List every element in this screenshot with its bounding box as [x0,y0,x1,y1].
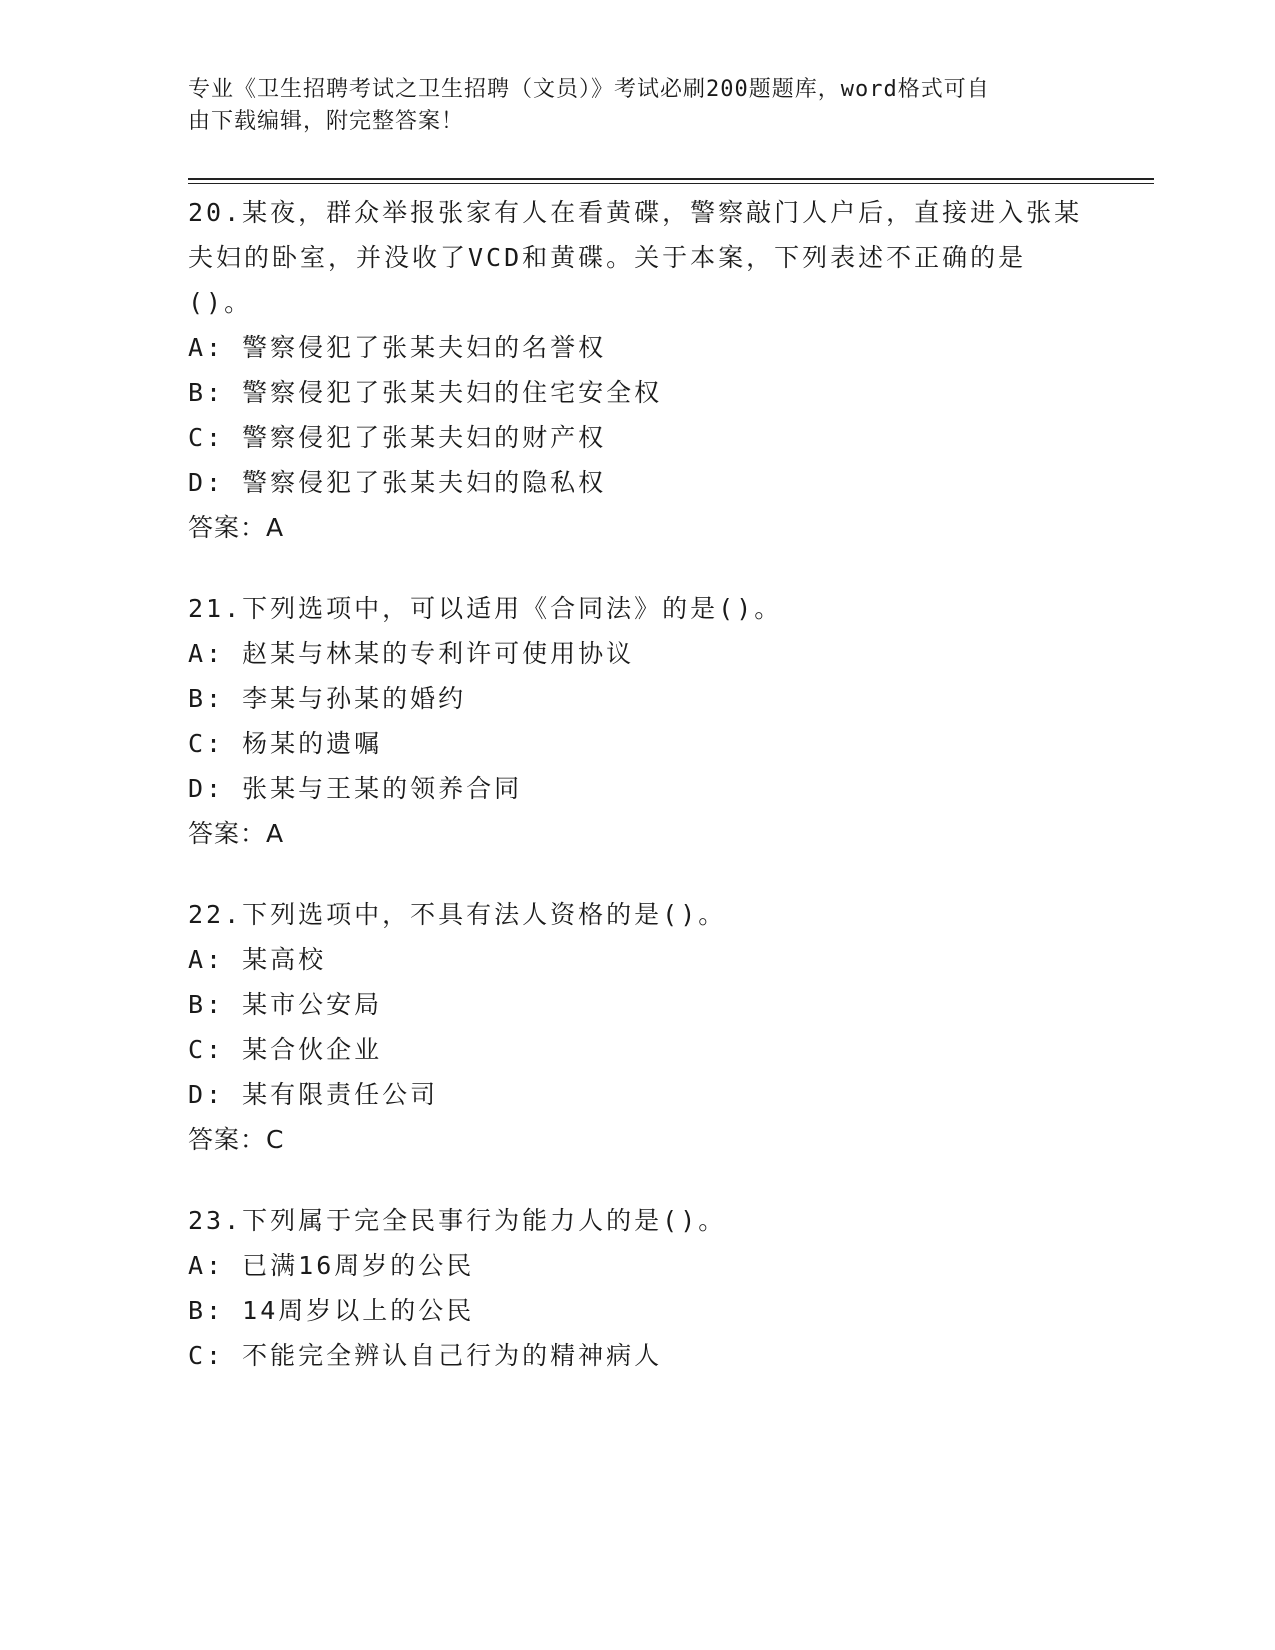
header-line-2: 由下载编辑，附完整答案！ [188,109,465,134]
option-a: A: 已满16周岁的公民 [188,1251,475,1280]
question-22 [188,892,1088,1162]
option-c: C: 某合伙企业 [188,1035,383,1064]
option-d: D: 某有限责任公司 [188,1080,439,1109]
answer-label: 答案：A [188,513,285,542]
question-21 [188,586,1088,856]
option-c: C: 警察侵犯了张某夫妇的财产权 [188,423,607,452]
question-23 [188,1198,1088,1378]
header-divider-thick [188,178,1154,180]
question-stem: 20.某夜，群众举报张家有人在看黄碟，警察敲门人户后，直接进入张某夫妇的卧室，并没收了VCD和黄碟。关于本案，下列表述不正确的是()。 [188,198,1083,317]
question-list [188,190,1088,1414]
header-divider-thin [188,183,1154,184]
option-d: D: 张某与王某的领养合同 [188,774,523,803]
option-a: A: 某高校 [188,945,327,974]
question-stem: 22.下列选项中，不具有法人资格的是()。 [188,900,727,929]
option-a: A: 赵某与林某的专利许可使用协议 [188,639,635,668]
question-stem: 21.下列选项中，可以适用《合同法》的是()。 [188,594,783,623]
option-b: B: 警察侵犯了张某夫妇的住宅安全权 [188,378,663,407]
document-header [188,74,1088,138]
option-d: D: 警察侵犯了张某夫妇的隐私权 [188,468,607,497]
option-b: B: 14周岁以上的公民 [188,1296,475,1325]
answer-label: 答案：A [188,819,285,848]
option-c: C: 杨某的遗嘱 [188,729,383,758]
question-stem: 23.下列属于完全民事行为能力人的是()。 [188,1206,727,1235]
option-a: A: 警察侵犯了张某夫妇的名誉权 [188,333,607,362]
option-b: B: 李某与孙某的婚约 [188,684,467,713]
header-line-1: 专业《卫生招聘考试之卫生招聘（文员）》考试必刷200题题库，word格式可自 [188,77,990,102]
option-b: B: 某市公安局 [188,990,383,1019]
answer-label: 答案：C [188,1125,285,1154]
question-20 [188,190,1088,550]
option-c: C: 不能完全辨认自己行为的精神病人 [188,1341,663,1370]
